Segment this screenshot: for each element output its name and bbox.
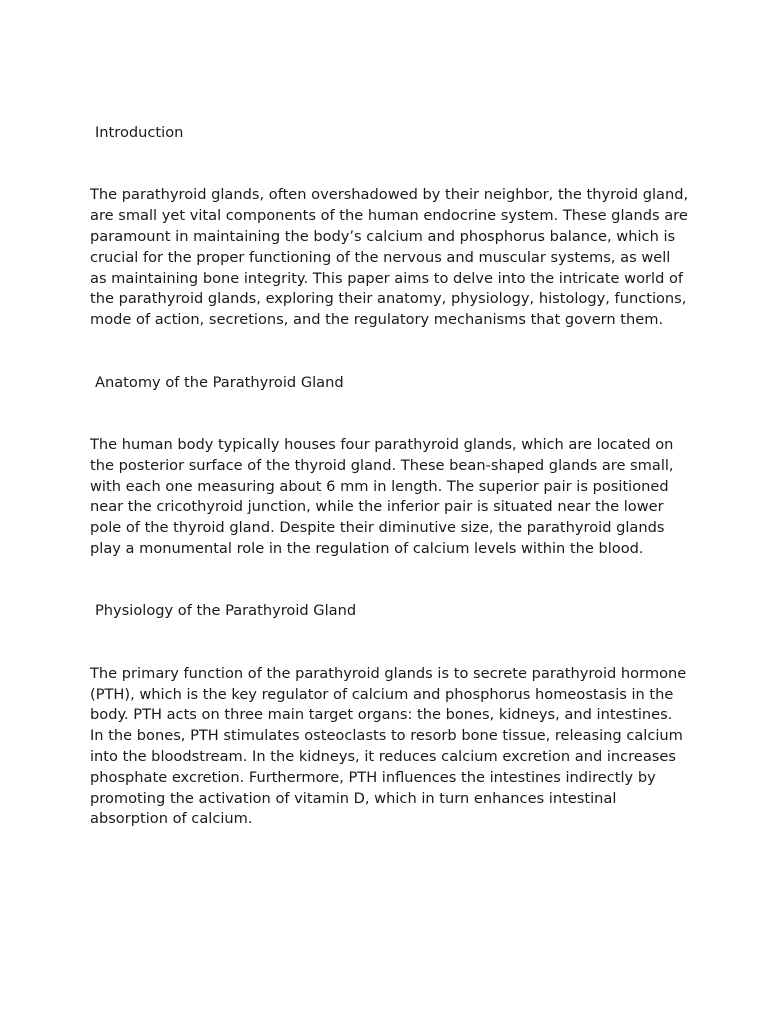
section-paragraph-physiology: The primary function of the parathyroid glands is to secrete parathyroid hormone (PTH), which is the key regulator of calcium and phosphorus homeostasis in the body. PTH acts on three main target organs: the bones, kidneys, and intestines. In the bones, PTH stimulates osteoclasts to resorb bone tissue, releasing calcium into the bloodstream. In the kidneys, it reduces calcium excretion and increases phosphate excretion. Furthermore, PTH influences the intestines indirectly by promoting the activation of vitamin D, which in turn enhances intestinal absorption of calcium. — [90, 664, 687, 828]
section-paragraph-anatomy: The human body typically houses four parathyroid glands, which are located on the posterior surface of the thyroid gland. These bean-shaped glands are small, with each one measuring about 6 mm in length. The superior pair is positioned near the cricothyroid junction, while the inferior pair is situated near the lower pole of the thyroid gland. Despite their diminutive size, the parathyroid glands play a monumental role in the regulation of calcium levels within the blood. — [90, 435, 674, 557]
section-heading-anatomy: Anatomy of the Parathyroid Gland — [95, 373, 344, 391]
section-heading-introduction: Introduction — [95, 124, 184, 141]
section-heading-physiology: Physiology of the Parathyroid Gland — [95, 602, 357, 620]
document-body — [90, 123, 690, 830]
section-paragraph-introduction: The parathyroid glands, often overshadowed by their neighbor, the thyroid gland, are small yet vital components of the human endocrine system. These glands are paramount in maintaining the body’s calcium and phosphorus balance, which is crucial for the proper functioning of the nervous and muscular systems, as well as maintaining bone integrity. This paper aims to delve into the intricate world of the parathyroid glands, exploring their anatomy, physiology, histology, functions, mode of action, secretions, and the regulatory mechanisms that govern them. — [90, 186, 689, 329]
